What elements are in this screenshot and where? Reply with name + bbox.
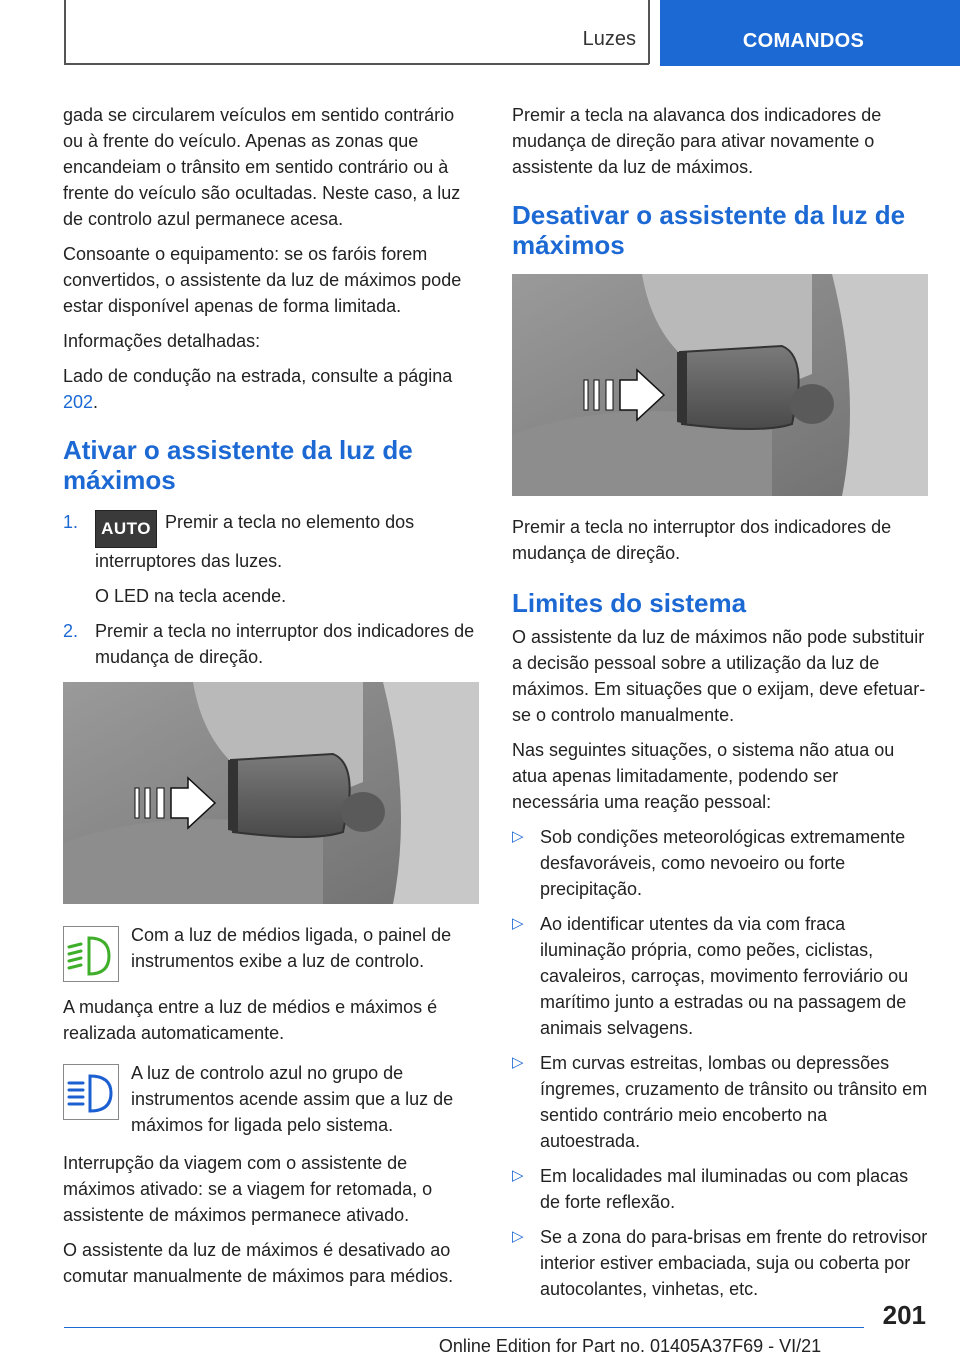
right-column: [512, 102, 928, 1311]
step-2: [63, 618, 477, 670]
paragraph: Nas seguintes situações, o sistema não atua ou atua apenas limitadamente, podendo ser necessária uma reação pessoal:: [512, 740, 895, 812]
paragraph: A mudança entre a luz de médios e máximos é realizada automaticamente.: [63, 997, 438, 1043]
step-1: [63, 509, 477, 609]
note-text: A luz de controlo azul no grupo de instrumentos acende assim que a luz de máximos for ligada pelo sistema.: [131, 1063, 454, 1135]
header-chapter-tab[interactable]: [660, 0, 960, 66]
page-link[interactable]: 202: [63, 392, 94, 412]
step-number: 2.: [63, 621, 79, 641]
page-number: 201: [882, 1300, 926, 1330]
turn-signal-lever-photo-2: [512, 274, 928, 496]
section-heading-limits: Limites do sistema: [512, 588, 747, 618]
auto-button-icon: AUTO: [95, 510, 157, 548]
paragraph: Premir a tecla na alavanca dos indicadores de mudança de direção para ativar novamente o assistente da luz de máximos.: [512, 105, 882, 177]
paragraph: Informações detalhadas:: [63, 331, 261, 351]
list-item: [512, 1050, 928, 1154]
header-left-rule: [64, 0, 66, 64]
footer-rule: [64, 1327, 864, 1328]
step-number: 1.: [63, 512, 79, 532]
step-text: Premir a tecla no interruptor dos indicadores de mudança de direção.: [95, 621, 475, 667]
footer-edition: Online Edition for Part no. 01405A37F69 - VI/21: [438, 1336, 822, 1356]
paragraph: O assistente da luz de máximos é desativado ao comutar manualmente de máximos para médios.: [63, 1240, 454, 1286]
turn-signal-lever-photo-1: [63, 682, 479, 904]
paragraph-with-link: [63, 363, 477, 415]
list-item: [512, 1224, 928, 1302]
bullet-triangle-icon: ▷: [512, 1054, 524, 1071]
header-section-title: Luzes: [582, 28, 636, 50]
section-heading-deactivate: Desativar o assistente da luz de máximos: [512, 200, 906, 260]
header-chapter-label: COMANDOS: [742, 30, 865, 52]
header-bottom-rule: [64, 63, 649, 65]
list-item: [512, 824, 928, 902]
left-column: [63, 102, 477, 1298]
step-subtext: O LED na tecla acende.: [95, 586, 287, 606]
list-item-text: Ao identificar utentes da via com fraca iluminação própria, como peões, ciclistas, cavaleiros, carroças, movimento ferroviário ou marítimo junto a estradas ou na passagem de animais selvagens.: [540, 914, 909, 1038]
paragraph: Interrupção da viagem com o assistente de máximos ativado: se a viagem for retomada, o assistente de máximos permanece ativado.: [63, 1153, 433, 1225]
high-beam-indicator-icon: [63, 1064, 119, 1120]
note-text: Com a luz de médios ligada, o painel de instrumentos exibe a luz de controlo.: [131, 925, 452, 971]
high-beam-note: [63, 1060, 477, 1138]
step-text: Premir a tecla no elemento dos interruptores das luzes.: [95, 512, 415, 571]
low-beam-indicator-icon: [63, 926, 119, 982]
list-item-text: Se a zona do para-brisas em frente do retrovisor interior estiver embaciada, suja ou coberta por autocolantes, vinhetas, etc.: [540, 1227, 928, 1299]
paragraph: gada se circularem veículos em sentido contrário ou à frente do veículo. Apenas as zonas que encandeiam o trânsito em sentido contrário ou à frente do veículo são ocultadas. Neste caso, a luz de controlo azul permanece acesa.: [63, 105, 461, 229]
list-item: [512, 911, 928, 1041]
list-item: [512, 1163, 928, 1215]
bullet-triangle-icon: ▷: [512, 915, 524, 932]
paragraph-text: Lado de condução na estrada, consulte a página: [63, 366, 453, 386]
period: .: [93, 392, 99, 412]
paragraph: Consoante o equipamento: se os faróis forem convertidos, o assistente da luz de máximos pode estar disponível apenas de forma limitada.: [63, 244, 462, 316]
bullet-triangle-icon: ▷: [512, 828, 524, 845]
list-item-text: Em curvas estreitas, lombas ou depressões íngremes, cruzamento de trânsito ou trânsito em sentido contrário meio encoberto na autoestrada.: [540, 1053, 928, 1151]
bullet-triangle-icon: ▷: [512, 1228, 524, 1245]
low-beam-note: [63, 922, 477, 982]
bullet-triangle-icon: ▷: [512, 1167, 524, 1184]
list-item-text: Sob condições meteorológicas extremamente desfavoráveis, como nevoeiro ou forte precipitação.: [540, 827, 906, 899]
section-heading-activate: Ativar o assistente da luz de máximos: [63, 435, 413, 495]
list-item-text: Em localidades mal iluminadas ou com placas de forte reflexão.: [540, 1166, 909, 1212]
paragraph: O assistente da luz de máximos não pode substituir a decisão pessoal sobre a utilização da luz de máximos. Em situações que o exijam, deve efetuar-se o controlo manualmente.: [512, 627, 926, 725]
paragraph: Premir a tecla no interruptor dos indicadores de mudança de direção.: [512, 517, 892, 563]
header-separator: [648, 0, 650, 64]
